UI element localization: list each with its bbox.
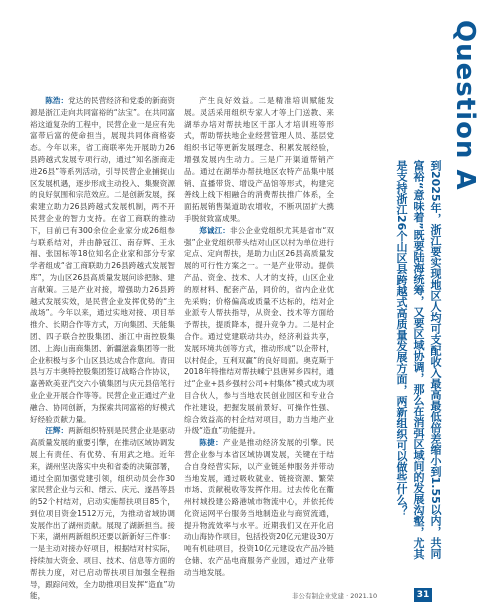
speaker-name: 陈浩：	[45, 96, 69, 105]
answer-paragraph	[184, 225, 334, 437]
page-footer	[292, 588, 442, 604]
answer-paragraph	[184, 437, 334, 579]
answer-text: 党达的民营经济和党委的新商资源是浙江走向共同富裕的“法宝”。在共同富裕这道复杂的工程中，民营企业一是应有先富带后富的使命担当，展现共同体商格姿态。今年以来，省工商联率先开展助力26县跨越式发展专项行动，通过“知名浙商走进26县”等系列活动，引导民营企业捕捉山区发展机遇，逐步形成主动投入、集聚资源的良好氛围和宗范效应。二是创新发展，探索建立助力26县跨越式发展机制，两不开民营企业的智力支持。在省工商联的推动下，目前已有300余位企业家分成26组参与联系结对，并由静冠江、南存辉、王永福、张国标等18位知名企业家和部分专家学者组成“省工商联助力26县跨越式发展智库”，为山区26县高质量发展问诊把脉、建言献策。三是产业对接，增强助力26县跨越式发展实效，是民营企业发挥优势的“主战场”。今年以来，通过实地对接、项目举推介、长期合作等方式，万向集团、天能集团、四子联合控股集团、浙江中南控股集团、上海山南商集团、新疆滋淼集团等一批企业积极与多个山区县达成合作意向。青田县与万丰奥特控股集团签订战略合作协议，嘉善欧美亚汽交六小镇集团与庆元县倍笔行业企业开展合作等等。民营企业正通过产业融合、协同创新，为探索共同富裕的好模式好经验贡献力量。	[30, 96, 176, 424]
answer-text: 产生良好效益。二是精准培训赋能发展。灵活采用组织专家人才等上门送教、来湖举办培对帮扶地区干部人才培训班等形式，帮助帮扶地企业经营管理人员、基层党组织书记等更新发展理念、积累发展经验，增强发展内生动力。三是广开渠道帮销产品。通过在湖举办帮扶地区农特产品集中展销、直播带货、增设产品馆等形式，构建完善线上线下相融合的消费帮扶推广体系，全面拓展销售渠道助农增收，不断巩固扩大携手脱贫致富成果。	[184, 96, 334, 223]
page-number: 31	[414, 588, 432, 602]
speaker-name: 汪辉：	[45, 426, 69, 436]
answer-text: 两新组织特别是民营企业是驱动高质量发展的重要引擎，在推动区域协调发展上有责任、有优势、有用武之地。近年来，湖州坚决落实中央和省委的决策部署，通过全面加强党建引领，组织动员会作30家民营企业与云和、缙云、庆元、遂昌等县的52个村结对，启动实施帮扶项目85个，到位项目资金1512万元，为推动省域协调发展作出了湖州贡献。展现了湖新担当。接下来，湖州两新组织还要以新新好三件事：一是主动对接办好项目，根据结对村实际，持续加大资金、项目、技术、信息等方面的帮扶力度，对已启动帮扶项目加强全程指导，跟踪问效，全力助推项目发挥“造血”功能，	[30, 426, 176, 601]
answer-paragraph	[30, 95, 175, 425]
speaker-name: 郑诚江：	[199, 225, 230, 235]
question-text: 到2025年，浙江要实现地区人均可支配收入最高最低倍差缩小到1.55以内，共同富裕“意味着”既要陆海统筹，又要区域协调，那么在消弭区域间的发展沟壑，尤其是支持浙江26个山区县跨越式高质量发展方面，两新组织可以做些什么？	[395, 160, 442, 560]
left-column	[30, 95, 176, 601]
question-header	[384, 20, 480, 560]
publication-source: 非公有制企业党建 · 2021.10	[292, 592, 378, 600]
answer-paragraph	[184, 95, 334, 225]
answer-text: 产业是推动经济发展的引擎。民营企业参与本省区域协调发展，关键在于结合自身经营实际，以产业链延伸服务并带动当地发展，通过吸收就业、链接资源、繁荣市场、贡献税收等发挥作用。过去传化在衢州村城投建公路港城市物流中心，并依托传化资运网平台服务当地制造业与商贸流通，提升物流效率与水平。近期我们又在开化启动山海协作项目，包括投资20亿元建设30万吨有机硅项目，投资10亿元建设农产品冷链仓储、农产品电商服务产业园，通过产业带动当地发展。	[184, 438, 335, 577]
answer-paragraph	[30, 425, 175, 602]
question-title: Question A	[450, 20, 480, 191]
right-column	[184, 95, 335, 577]
answer-text: 非公企业党组织尤其是省市“双强”企业党组织带头结对山区以村为单位进行定点、定向帮扶，是助力山区26县高质量发展的可行性方案之一。一是产业带动。提供产品、资金、技术、人才的支持，山区企业的原材料、配套产品，同价的，省内企业优先采购；价格偏高或质量不达标的，结对企业派专人帮扶指导，从资金、技术等方面给予帮扶，提质降本，提升竞争力。二是村企合作。通过党建联动共办，经济利益共享，发展环境共创等方式，推动形成“以企带村，以村促企，互利双赢”的良好局面。奥克斯于2018年特推结对帮扶嵊宁县唐昇乡四村，通过“企业+县乡强村公司+村集体”模式成为项目合伙人，参与当地农民创业园区和专业合作社建设，把握发展前景好、可操作性强、综合效益高的村企结对项目，助力当地产业升级“造血”功能提升。	[184, 225, 334, 436]
speaker-name: 陈捷：	[199, 438, 224, 448]
